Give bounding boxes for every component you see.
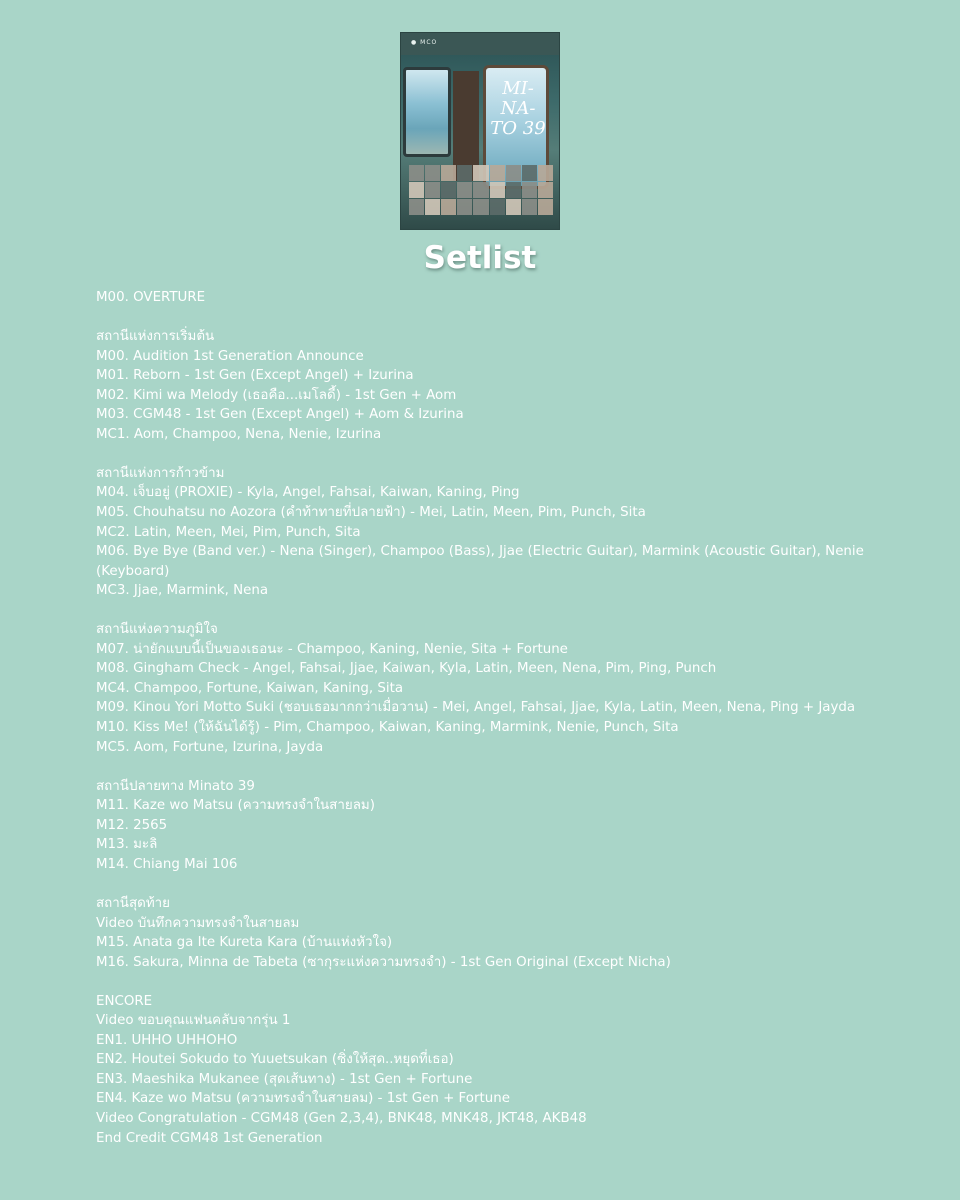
section-spacer bbox=[96, 874, 886, 894]
setlist-line: M10. Kiss Me! (ให้ฉันได้รู้) - Pim, Champoo, Kaiwan, Kaning, Marmink, Nenie, Punch, Sita bbox=[96, 720, 679, 736]
setlist-line: M06. Bye Bye (Band ver.) - Nena (Singer), Champoo (Bass), Jjae (Electric Guitar), Marmink (Acoustic Guitar), Nenie (Keyboard) bbox=[96, 544, 864, 579]
setlist-line: M16. Sakura, Minna de Tabeta (ซากุระแห่งความทรงจำ) - 1st Gen Original (Except Nicha) bbox=[96, 954, 671, 970]
setlist-line: M12. 2565 bbox=[96, 817, 168, 833]
setlist-line: MC5. Aom, Fortune, Izurina, Jayda bbox=[96, 739, 324, 755]
setlist-line: MC2. Latin, Meen, Mei, Pim, Punch, Sita bbox=[96, 524, 361, 540]
setlist-line: ENCORE bbox=[96, 993, 153, 1009]
setlist-line: M02. Kimi wa Melody (เธอคือ...เมโลดี้) - 1st Gen + Aom bbox=[96, 387, 457, 403]
setlist-line: EN4. Kaze wo Matsu (ความทรงจำในสายลม) - 1st Gen + Fortune bbox=[96, 1091, 510, 1107]
section-spacer bbox=[96, 444, 886, 464]
setlist-line: EN2. Houtei Sokudo to Yuuetsukan (ซิ่งให้สุด..หยุดที่เธอ) bbox=[96, 1052, 454, 1068]
setlist-line: M00. Audition 1st Generation Announce bbox=[96, 348, 364, 364]
section-spacer bbox=[96, 972, 886, 992]
setlist-line: Video ขอบคุณแฟนคลับจากรุ่น 1 bbox=[96, 1013, 291, 1029]
setlist-line: M03. CGM48 - 1st Gen (Except Angel) + Aom & Izurina bbox=[96, 407, 464, 423]
setlist-line: End Credit CGM48 1st Generation bbox=[96, 1130, 323, 1146]
poster-image bbox=[400, 32, 560, 230]
setlist-line: สถานีสุดท้าย bbox=[96, 895, 171, 911]
setlist-line: M13. มะลิ bbox=[96, 837, 158, 853]
section-spacer bbox=[96, 308, 886, 328]
setlist-line: M05. Chouhatsu no Aozora (คำท้าทายที่ปลายฟ้า) - Mei, Latin, Meen, Pim, Punch, Sita bbox=[96, 505, 646, 521]
setlist-line: M14. Chiang Mai 106 bbox=[96, 856, 238, 872]
setlist-line: MC1. Aom, Champoo, Nena, Nenie, Izurina bbox=[96, 426, 382, 442]
poster-photo-grid bbox=[409, 165, 553, 215]
poster-top-bar bbox=[401, 33, 559, 55]
setlist-line: EN3. Maeshika Mukanee (สุดเส้นทาง) - 1st Gen + Fortune bbox=[96, 1071, 473, 1087]
setlist-line: สถานีแห่งความภูมิใจ bbox=[96, 622, 218, 638]
setlist-line: M07. น่ายักแบบนี้เป็นของเธอนะ - Champoo, Kaning, Nenie, Sita + Fortune bbox=[96, 641, 568, 657]
setlist-line: M09. Kinou Yori Motto Suki (ชอบเธอมากกว่าเมื่อวาน) - Mei, Angel, Fahsai, Jjae, Kyla, Latin, Meen, Nena, Ping + Jayda bbox=[96, 700, 856, 716]
setlist-line: สถานีปลายทาง Minato 39 bbox=[96, 778, 255, 794]
setlist-line: Video Congratulation - CGM48 (Gen 2,3,4), BNK48, MNK48, JKT48, AKB48 bbox=[96, 1110, 587, 1126]
setlist-line: M04. เจ็บอยู่ (PROXIE) - Kyla, Angel, Fahsai, Kaiwan, Kaning, Ping bbox=[96, 485, 520, 501]
poster-train-window-left bbox=[403, 67, 451, 157]
setlist-line: MC4. Champoo, Fortune, Kaiwan, Kaning, Sita bbox=[96, 680, 404, 696]
setlist-body bbox=[96, 288, 886, 1148]
poster-title-text: MI-NA-TO 39 bbox=[490, 78, 546, 139]
setlist-line: EN1. UHHO UHHOHO bbox=[96, 1032, 238, 1048]
setlist-line: M08. Gingham Check - Angel, Fahsai, Jjae, Kaiwan, Kyla, Latin, Meen, Nena, Pim, Ping, Punch bbox=[96, 661, 717, 677]
section-spacer bbox=[96, 757, 886, 777]
setlist-line: M01. Reborn - 1st Gen (Except Angel) + Izurina bbox=[96, 368, 414, 384]
section-spacer bbox=[96, 601, 886, 621]
setlist-line: M15. Anata ga Ite Kureta Kara (บ้านแห่งหัวใจ) bbox=[96, 935, 393, 951]
setlist-line: M11. Kaze wo Matsu (ความทรงจำในสายลม) bbox=[96, 798, 375, 814]
page-title: Setlist bbox=[423, 240, 537, 276]
setlist-line: Video บันทึกความทรงจำในสายลม bbox=[96, 915, 300, 931]
setlist-line: MC3. Jjae, Marmink, Nena bbox=[96, 583, 269, 599]
setlist-line: สถานีแห่งการเริ่มต้น bbox=[96, 329, 215, 345]
setlist-line: สถานีแห่งการก้าวข้าม bbox=[96, 465, 225, 481]
poster-logos: ● MCO bbox=[411, 39, 438, 46]
setlist-line: M00. OVERTURE bbox=[96, 290, 206, 305]
